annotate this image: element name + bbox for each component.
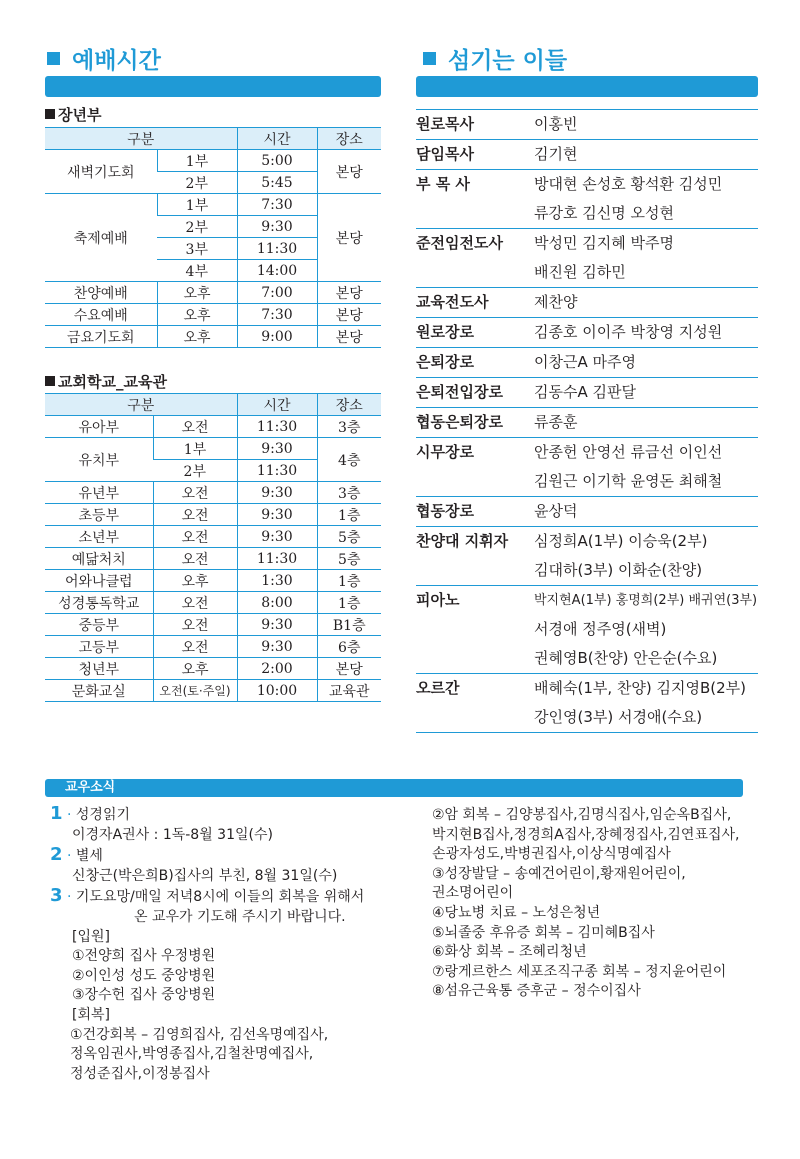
news-line: ①건강회복 – 김영희집사, 김선옥명예집사, [70, 1026, 329, 1043]
table-row [45, 326, 381, 348]
staff-name-line: 류종훈 [534, 413, 578, 431]
staff-row [416, 586, 758, 674]
table-row [45, 282, 381, 304]
row-time: 1:30 [237, 570, 317, 592]
staff-role: 찬양대 지휘자 [416, 527, 534, 586]
square-bullet-icon [45, 376, 55, 386]
staff-name-line: 심정희A(1부) 이승욱(2부) [534, 532, 708, 550]
row-part: 오전 [153, 636, 237, 658]
row-time: 11:30 [237, 548, 317, 570]
row-name: 유치부 [45, 438, 153, 482]
staff-name-line: 박성민 김지혜 박주명 [534, 234, 674, 252]
news-item-1: 1 · 성경읽기 [50, 803, 130, 824]
staff-names [534, 110, 758, 140]
staff-role: 원로장로 [416, 318, 534, 348]
row-place: 교육관 [317, 680, 381, 702]
row-part: 3부 [157, 238, 237, 260]
news-line: [입원] [72, 928, 110, 945]
staff-name-line: 김동수A 김판달 [534, 383, 636, 401]
staff-names [534, 497, 758, 527]
row-time: 9:00 [237, 326, 317, 348]
item-number: 1 [50, 803, 63, 824]
staff-name-line: 이홍빈 [534, 115, 578, 133]
staff-name-line: 김원근 이기학 윤영돈 최해철 [534, 472, 723, 490]
row-part: 오전 [153, 548, 237, 570]
news-line: ②이인성 성도 중앙병원 [72, 967, 216, 984]
row-place: 4층 [317, 438, 381, 482]
row-part: 오전 [153, 526, 237, 548]
table-row [45, 438, 381, 460]
row-name: 청년부 [45, 658, 153, 680]
row-part: 오후 [157, 326, 237, 348]
staff-role: 교육전도사 [416, 288, 534, 318]
staff-name-line: 김종호 이이주 박창영 지성원 [534, 323, 723, 341]
table-row [45, 658, 381, 680]
row-time: 2:00 [237, 658, 317, 680]
staff-names [534, 527, 758, 586]
square-bullet-icon [45, 109, 55, 119]
row-place: 6층 [317, 636, 381, 658]
news-item-2: 2 · 별세 [50, 844, 103, 866]
item-title: 별세 [75, 848, 103, 865]
row-part: 오전 [153, 592, 237, 614]
staff-names [534, 586, 758, 674]
staff-role: 부 목 사 [416, 170, 534, 229]
item-line: 신창근(박은희B)집사의 부친, 8월 31일(수) [72, 867, 338, 884]
row-place: 본당 [317, 194, 381, 282]
news-line: ⑦랑게르한스 세포조직구종 회복 – 정지윤어린이 [432, 963, 727, 980]
row-part: 1부 [153, 438, 237, 460]
row-place: 본당 [317, 658, 381, 680]
staff-name-line: 박지현A(1부) 홍명희(2부) 배귀연(3부) [534, 593, 758, 608]
news-line: 박지현B집사,정경희A집사,장혜정집사,김연표집사, [432, 826, 740, 843]
news-line: ⑧섬유근육통 증후군 – 정수이집사 [432, 983, 641, 1000]
adult-heading: 장년부 [45, 104, 101, 125]
col-header-time: 시간 [237, 128, 317, 150]
staff-title-bar [416, 76, 758, 97]
row-time: 11:30 [237, 238, 317, 260]
staff-name-line: 권혜영B(찬양) 안은순(수요) [534, 649, 718, 667]
row-part: 1부 [157, 150, 237, 172]
row-name: 금요기도회 [45, 326, 157, 348]
row-part: 오전 [153, 482, 237, 504]
staff-name-line: 김기현 [534, 145, 578, 163]
staff-row [416, 497, 758, 527]
row-part: 오후 [153, 570, 237, 592]
news-line: ⑥화상 회복 – 조혜리청년 [432, 944, 587, 961]
row-part: 2부 [157, 216, 237, 238]
staff-name-line: 배혜숙(1부, 찬양) 김지영B(2부) [534, 679, 746, 697]
table-header-row [45, 128, 381, 150]
row-place: 본당 [317, 304, 381, 326]
staff-names [534, 318, 758, 348]
row-time: 9:30 [237, 438, 317, 460]
staff-name-line: 강인영(3부) 서경애(수요) [534, 708, 703, 726]
news-line: ④당뇨병 치료 – 노성은청년 [432, 904, 601, 921]
table-row [45, 504, 381, 526]
staff-role: 오르간 [416, 674, 534, 733]
news-line: ②암 회복 – 김양봉집사,김명식집사,임순옥B집사, [432, 807, 732, 823]
row-time: 9:30 [237, 216, 317, 238]
staff-name-line: 안종헌 안영선 류금선 이인선 [534, 443, 723, 461]
item-line: 온 교우가 기도해 주시기 바랍니다. [134, 908, 346, 925]
row-time: 11:30 [237, 416, 317, 438]
staff-name-line: 이창근A 마주영 [534, 353, 636, 371]
row-place: 본당 [317, 150, 381, 194]
row-time: 9:30 [237, 504, 317, 526]
news-line: ⑤뇌졸중 후유증 회복 – 김미혜B집사 [432, 924, 655, 941]
staff-row [416, 229, 758, 288]
table-row [45, 304, 381, 326]
staff-names [534, 229, 758, 288]
col-header-place: 장소 [317, 394, 381, 416]
staff-row [416, 527, 758, 586]
item-number: 2 [50, 844, 63, 866]
table-row [45, 150, 381, 172]
row-place: 1층 [317, 570, 381, 592]
staff-row [416, 170, 758, 229]
item-title: 성경읽기 [75, 807, 130, 823]
table-header-row [45, 394, 381, 416]
staff-names [534, 348, 758, 378]
news-line: ③장수헌 집사 중앙병원 [72, 987, 216, 1004]
table-row [45, 194, 381, 216]
row-time: 7:00 [237, 282, 317, 304]
school-heading: 교회학교_교육관 [45, 371, 167, 392]
staff-role: 피아노 [416, 586, 534, 674]
news-title: 교우소식 [65, 780, 116, 795]
staff-name-line: 제찬양 [534, 293, 578, 311]
row-part: 1부 [157, 194, 237, 216]
news-line: 권소명어린이 [432, 885, 514, 902]
staff-row [416, 140, 758, 170]
table-row [45, 416, 381, 438]
row-name: 축제예배 [45, 194, 157, 282]
row-time: 11:30 [237, 460, 317, 482]
row-time: 5:00 [237, 150, 317, 172]
adult-schedule-table [45, 127, 381, 348]
news-right-column [432, 806, 772, 1002]
staff-role: 협동은퇴장로 [416, 408, 534, 438]
staff-row [416, 378, 758, 408]
row-name: 찬양예배 [45, 282, 157, 304]
table-row [45, 636, 381, 658]
school-schedule-table [45, 393, 381, 702]
staff-names [534, 288, 758, 318]
staff-role: 은퇴장로 [416, 348, 534, 378]
staff-name-line: 서경애 정주영(새벽) [534, 620, 667, 638]
row-part: 오전(토·주일) [153, 680, 237, 702]
news-line: ③성장발달 – 송예건어린이,황재원어린이, [432, 865, 686, 882]
row-time: 9:30 [237, 482, 317, 504]
worship-title: 예배시간 [47, 42, 161, 75]
row-part: 4부 [157, 260, 237, 282]
row-time: 9:30 [237, 526, 317, 548]
staff-name-line: 김대하(3부) 이화순(찬양) [534, 561, 703, 579]
row-time: 9:30 [237, 636, 317, 658]
row-part: 오전 [153, 614, 237, 636]
staff-role: 담임목사 [416, 140, 534, 170]
square-bullet-icon [47, 52, 60, 65]
staff-row [416, 110, 758, 140]
col-header-place: 장소 [317, 128, 381, 150]
staff-name-line: 윤상덕 [534, 502, 578, 520]
news-line: 정옥임권사,박영종집사,김철찬명예집사, [70, 1046, 314, 1063]
row-name: 문화교실 [45, 680, 153, 702]
row-place: 본당 [317, 282, 381, 304]
row-part: 오전 [153, 416, 237, 438]
staff-names [534, 140, 758, 170]
row-place: 3층 [317, 416, 381, 438]
news-line: [회복] [72, 1006, 110, 1023]
col-header-time: 시간 [237, 394, 317, 416]
staff-name-line: 류강호 김신명 오성현 [534, 204, 674, 222]
square-bullet-icon [423, 52, 436, 65]
row-time: 7:30 [237, 194, 317, 216]
row-time: 10:00 [237, 680, 317, 702]
staff-role: 시무장로 [416, 438, 534, 497]
row-name: 고등부 [45, 636, 153, 658]
table-row [45, 614, 381, 636]
row-time: 7:30 [237, 304, 317, 326]
row-part: 오후 [153, 658, 237, 680]
row-name: 새벽기도회 [45, 150, 157, 194]
news-line: 정성준집사,이정봉집사 [70, 1065, 210, 1082]
news-title-bar [45, 779, 743, 797]
staff-row [416, 318, 758, 348]
row-time: 9:30 [237, 614, 317, 636]
news-item-3: 3 · 기도요망/매일 저녁8시에 이들의 회복을 위해서 [50, 885, 365, 907]
row-name: 수요예배 [45, 304, 157, 326]
news-line: 손광자성도,박병권집사,이상식명예집사 [432, 846, 671, 863]
row-part: 오후 [157, 304, 237, 326]
row-place: 3층 [317, 482, 381, 504]
col-header-category: 구분 [45, 128, 237, 150]
row-part: 오후 [157, 282, 237, 304]
row-name: 유년부 [45, 482, 153, 504]
staff-title: 섬기는 이들 [423, 42, 567, 75]
staff-names [534, 408, 758, 438]
col-header-category: 구분 [45, 394, 237, 416]
staff-names [534, 438, 758, 497]
staff-names [534, 378, 758, 408]
table-row [45, 680, 381, 702]
row-time: 5:45 [237, 172, 317, 194]
staff-row [416, 674, 758, 733]
row-place: 본당 [317, 326, 381, 348]
row-name: 어와나클럽 [45, 570, 153, 592]
row-place: 5층 [317, 548, 381, 570]
row-name: 성경통독학교 [45, 592, 153, 614]
row-name: 중등부 [45, 614, 153, 636]
row-name: 초등부 [45, 504, 153, 526]
news-left-column [50, 804, 410, 1084]
row-part: 2부 [153, 460, 237, 482]
item-number: 3 [50, 885, 63, 907]
table-row [45, 592, 381, 614]
row-time: 8:00 [237, 592, 317, 614]
staff-role: 협동장로 [416, 497, 534, 527]
table-row [45, 548, 381, 570]
staff-names [534, 170, 758, 229]
row-place: 1층 [317, 592, 381, 614]
staff-row [416, 408, 758, 438]
staff-table [416, 109, 758, 733]
staff-row [416, 288, 758, 318]
table-row [45, 526, 381, 548]
row-name: 유아부 [45, 416, 153, 438]
row-place: B1층 [317, 614, 381, 636]
staff-row [416, 348, 758, 378]
staff-role: 은퇴전입장로 [416, 378, 534, 408]
table-row [45, 482, 381, 504]
row-part: 2부 [157, 172, 237, 194]
item-line: 이경자A권사 : 1독-8월 31일(수) [72, 826, 273, 843]
item-title: 기도요망/매일 저녁8시에 이들의 회복을 위해서 [75, 889, 365, 906]
staff-name-line: 배진원 김하민 [534, 263, 626, 281]
row-name: 예닮처치 [45, 548, 153, 570]
row-part: 오전 [153, 504, 237, 526]
table-row [45, 570, 381, 592]
staff-role: 준전임전도사 [416, 229, 534, 288]
row-place: 1층 [317, 504, 381, 526]
staff-role: 원로목사 [416, 110, 534, 140]
news-line: ①전양희 집사 우정병원 [72, 948, 216, 965]
staff-name-line: 방대현 손성호 황석환 김성민 [534, 175, 723, 193]
staff-row [416, 438, 758, 497]
staff-names [534, 674, 758, 733]
worship-title-bar [45, 76, 381, 97]
row-place: 5층 [317, 526, 381, 548]
row-name: 소년부 [45, 526, 153, 548]
row-time: 14:00 [237, 260, 317, 282]
